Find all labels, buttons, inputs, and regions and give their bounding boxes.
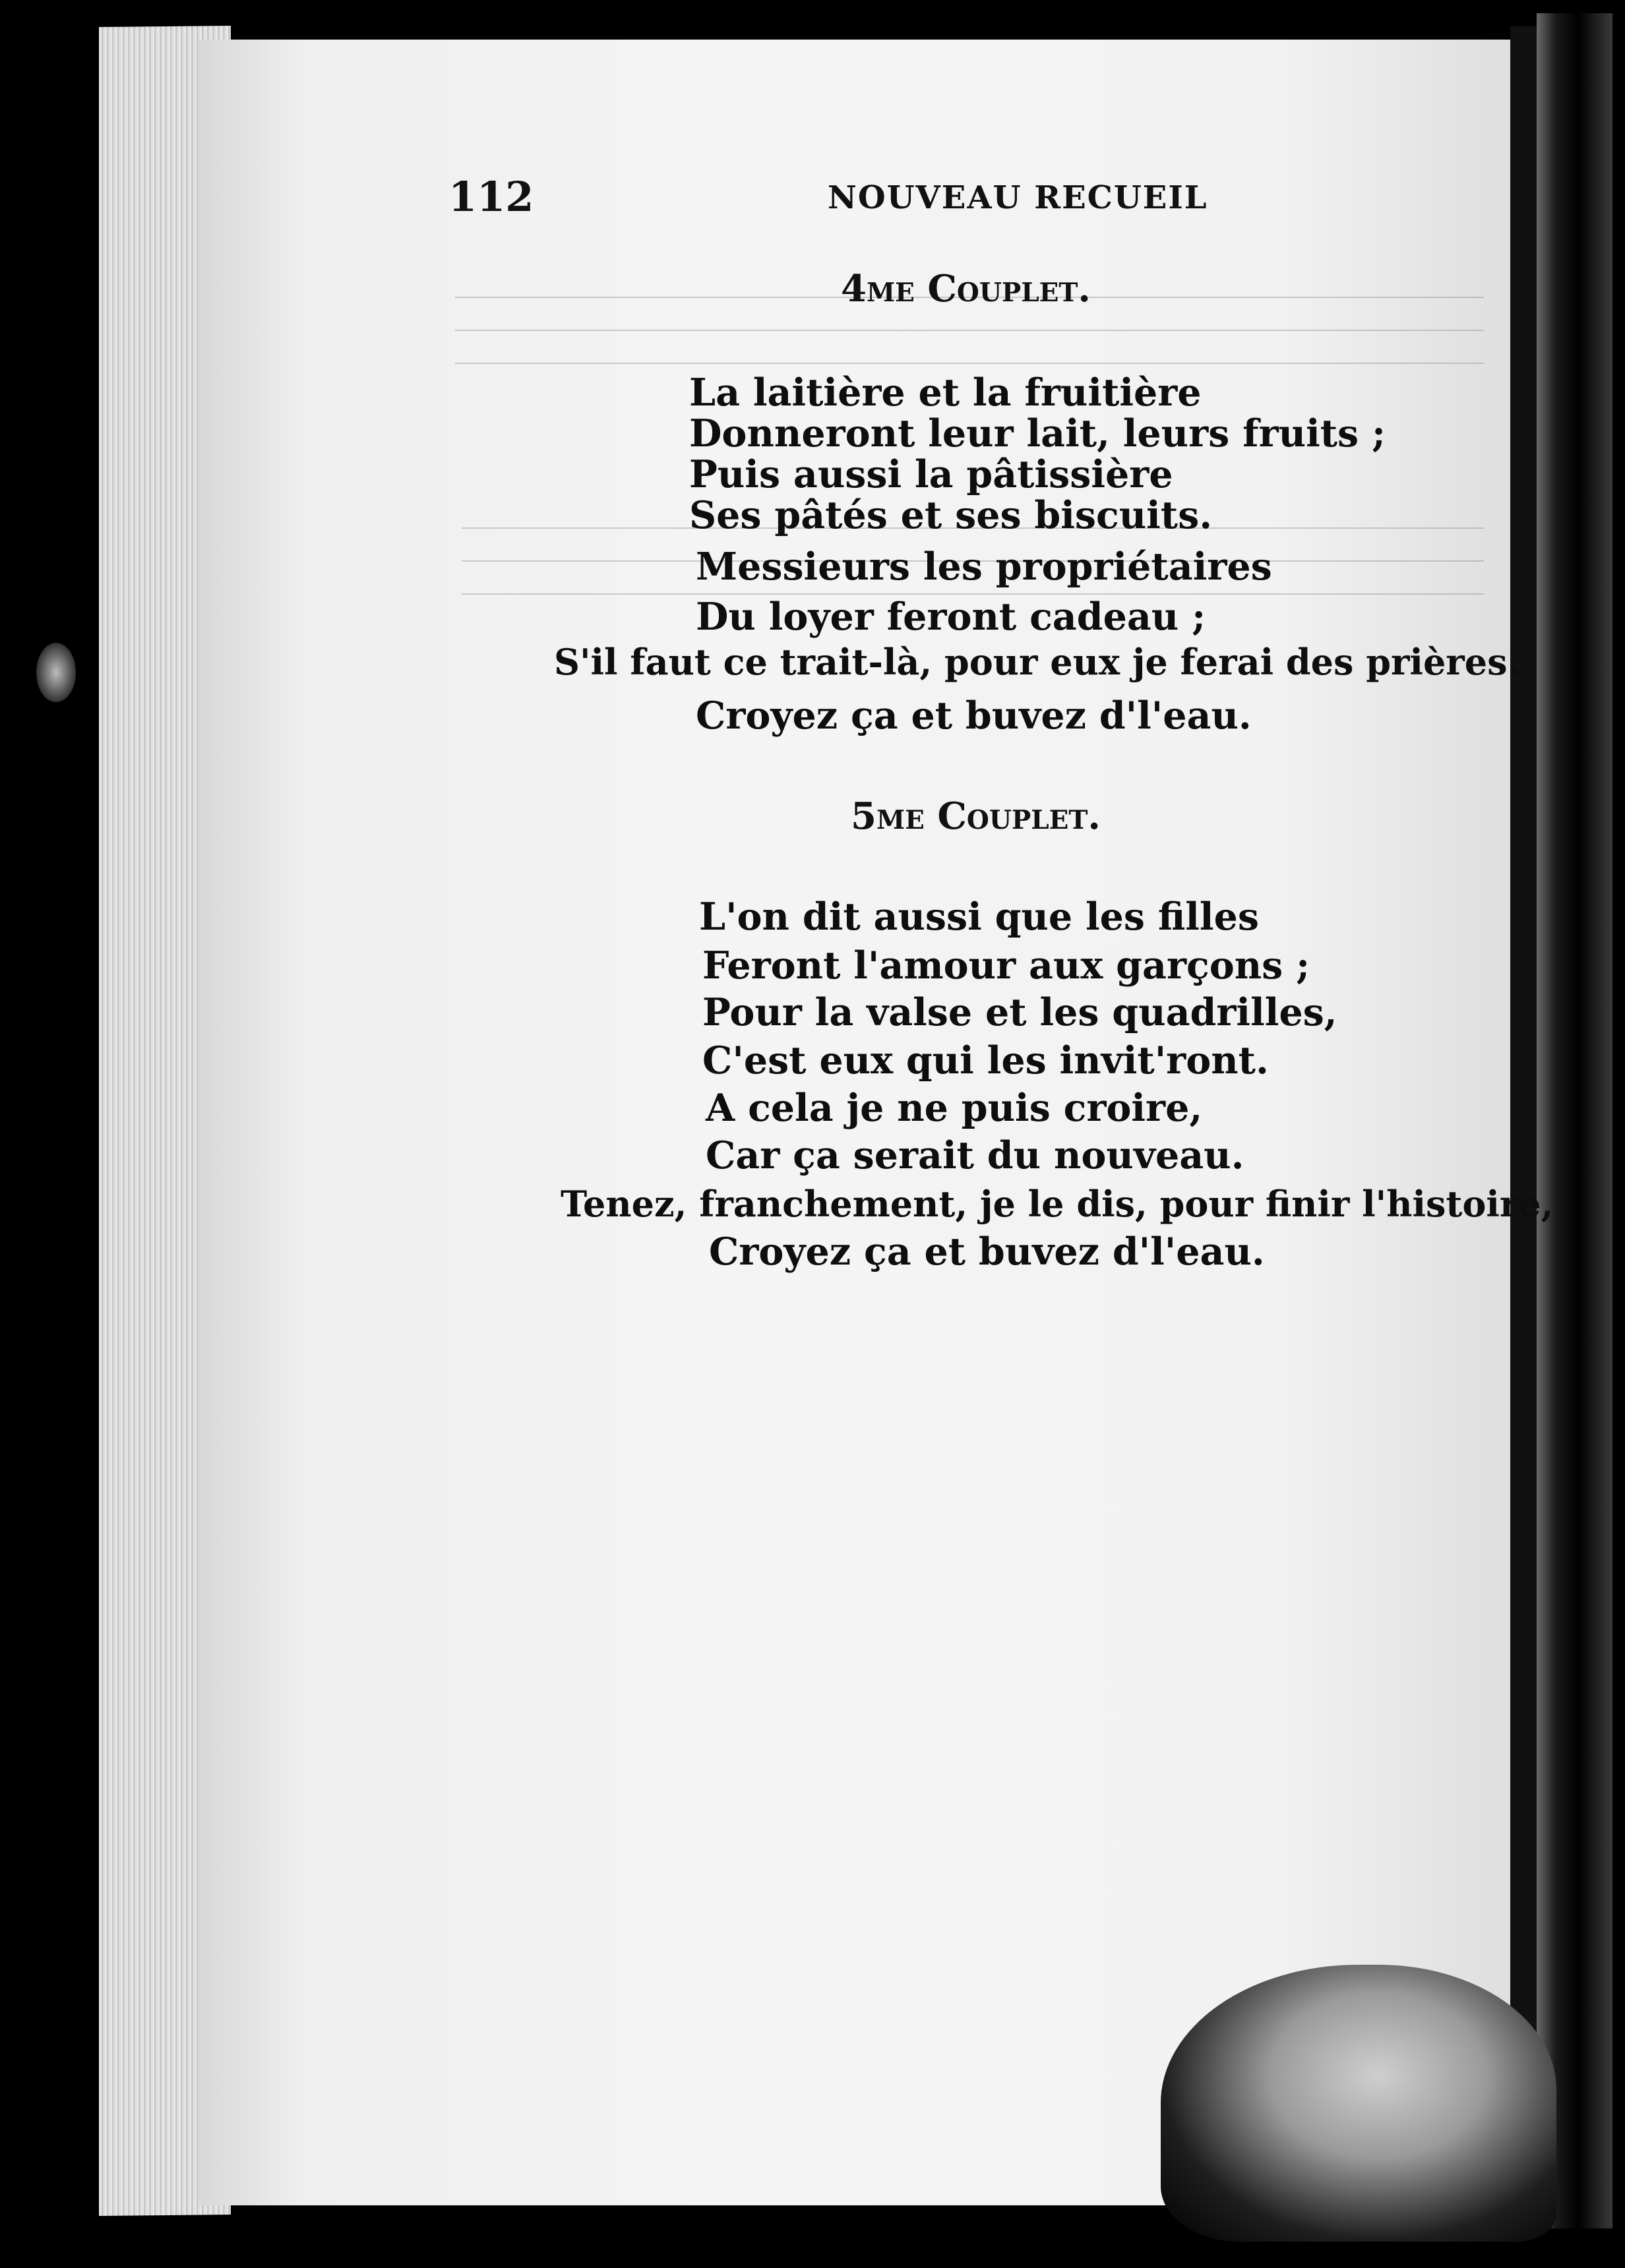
verse-line: Car ça serait du nouveau. — [706, 1133, 1244, 1178]
verse-line: Donneront leur lait, leurs fruits ; — [689, 411, 1386, 456]
couplet-4-heading: 4me Couplet. — [841, 267, 1091, 311]
scan-artifact-spot — [36, 643, 76, 702]
verse-line: Messieurs les propriétaires — [696, 545, 1272, 589]
verse-line: Tenez, franchement, je le dis, pour finir l'histoire, — [561, 1183, 1554, 1225]
book-spine — [1537, 13, 1612, 2228]
verse-line: Puis aussi la pâtissière — [689, 452, 1173, 496]
verse-line: C'est eux qui les invit'ront. — [702, 1038, 1269, 1083]
verse-line: A cela je ne puis croire, — [706, 1086, 1203, 1130]
page-number: 112 — [448, 173, 534, 221]
verse-line: L'on dit aussi que les filles — [699, 895, 1259, 939]
verse-line: Croyez ça et buvez d'l'eau. — [696, 694, 1252, 738]
verse-line: La laitière et la fruitière — [689, 371, 1202, 415]
verse-line: Feront l'amour aux garçons ; — [702, 943, 1310, 988]
bleed-through-line — [455, 330, 1484, 331]
verse-line: Pour la valse et les quadrilles, — [702, 990, 1337, 1034]
page-stain — [1161, 1965, 1556, 2242]
running-title: NOUVEAU RECUEIL — [828, 179, 1208, 216]
verse-line: Du loyer feront cadeau ; — [696, 595, 1206, 639]
verse-line: S'il faut ce trait-là, pour eux je ferai des prières. — [554, 641, 1520, 683]
verse-line: Ses pâtés et ses biscuits. — [689, 493, 1213, 537]
verse-line: Croyez ça et buvez d'l'eau. — [709, 1230, 1265, 1274]
bleed-through-line — [455, 363, 1484, 364]
couplet-5-heading: 5me Couplet. — [851, 794, 1101, 838]
